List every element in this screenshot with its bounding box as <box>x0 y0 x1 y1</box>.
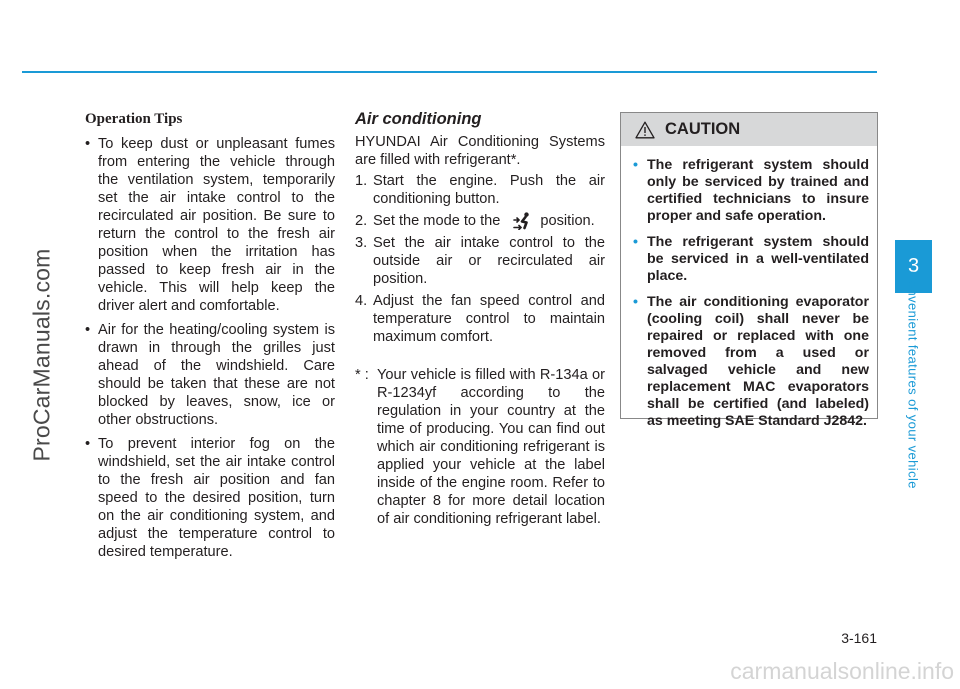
warning-triangle-icon <box>635 121 655 139</box>
tip-item: • To keep dust or unpleasant fumes from entering the vehicle through the ventilation system, temporarily set the air intake control to the recirculated air position. Be sure to return the control to the fresh air position when the irritation has passed to keep fresh air in the vehicle. This will help keep the driver alert and comfortable. <box>85 135 335 315</box>
caution-item: • The refrigerant system should only be serviced by trained and certified technicians to insure proper and safe operation. <box>633 157 869 225</box>
step-item <box>355 234 605 288</box>
step-item <box>355 172 605 208</box>
bottom-watermark: carmanualsonline.info <box>730 658 954 684</box>
step-number: 4. <box>355 293 368 310</box>
caution-box <box>620 112 878 429</box>
page-number: 3-161 <box>841 630 877 646</box>
air-conditioning-heading: Air conditioning <box>355 110 482 128</box>
header-rule <box>22 71 877 73</box>
air-conditioning-steps <box>355 172 605 346</box>
step-number: 2. <box>355 213 368 229</box>
step-number: 1. <box>355 173 368 189</box>
step-text: position. <box>540 213 595 229</box>
operation-tips-list <box>85 135 335 561</box>
operation-tips-heading: Operation Tips <box>85 111 183 127</box>
caution-item: • The refrigerant system should be serviced in a well-ventilated place. <box>633 234 869 285</box>
operation-tips-section <box>85 110 335 567</box>
air-conditioning-section <box>355 110 605 528</box>
refrigerant-footnote <box>355 366 605 528</box>
tip-item: • Air for the heating/cooling system is drawn in through the grilles just ahead of the windshield. Care should be taken that these are not blocked by leaves, snow, ice or other obstructions. <box>85 321 335 429</box>
step-text: Adjust the fan speed control and temperature control to maintain maximum comfort. <box>373 293 605 346</box>
caution-header <box>621 113 877 146</box>
step-item <box>355 212 605 230</box>
side-watermark: ProCarManuals.com <box>28 248 55 462</box>
chapter-title: Convenient features of your vehicle <box>905 271 921 489</box>
air-conditioning-intro: HYUNDAI Air Conditioning Systems are filled with refrigerant*. <box>355 134 605 168</box>
footnote-mark: * : <box>355 367 369 384</box>
step-text: Set the air intake control to the outside air or recirculated air position. <box>373 235 605 288</box>
caution-title: CAUTION <box>665 120 741 138</box>
footnote-text: Your vehicle is filled with R-134a or R-1234yf according to the regulation in your country at the time of producing. You can find out which air conditioning refrigerant is applied your vehicle at the label inside of the engine room. Refer to chapter 8 for more detail location of air conditioning refrigerant label. <box>377 367 605 528</box>
step-text: Set the mode to the <box>373 213 501 229</box>
caution-item: • The air conditioning evaporator (cooling coil) shall never be repaired or replaced with one removed from a used or salvaged vehicle and new replacement MAC evaporators shall be certified (and labeled) as meeting SAE Standard J2842. <box>633 294 869 430</box>
step-item <box>355 292 605 346</box>
floor-mode-airflow-icon <box>512 212 534 230</box>
tip-item: • To prevent interior fog on the windshield, set the air intake control to the fresh air position and fan speed to the desired position, turn on the air conditioning system, and adjust the temperature control to desired temperature. <box>85 435 335 561</box>
step-number: 3. <box>355 235 368 252</box>
caution-list <box>621 157 877 430</box>
chapter-number-tab: 3 <box>895 240 932 293</box>
step-text: Start the engine. Push the air conditioning button. <box>373 173 605 207</box>
